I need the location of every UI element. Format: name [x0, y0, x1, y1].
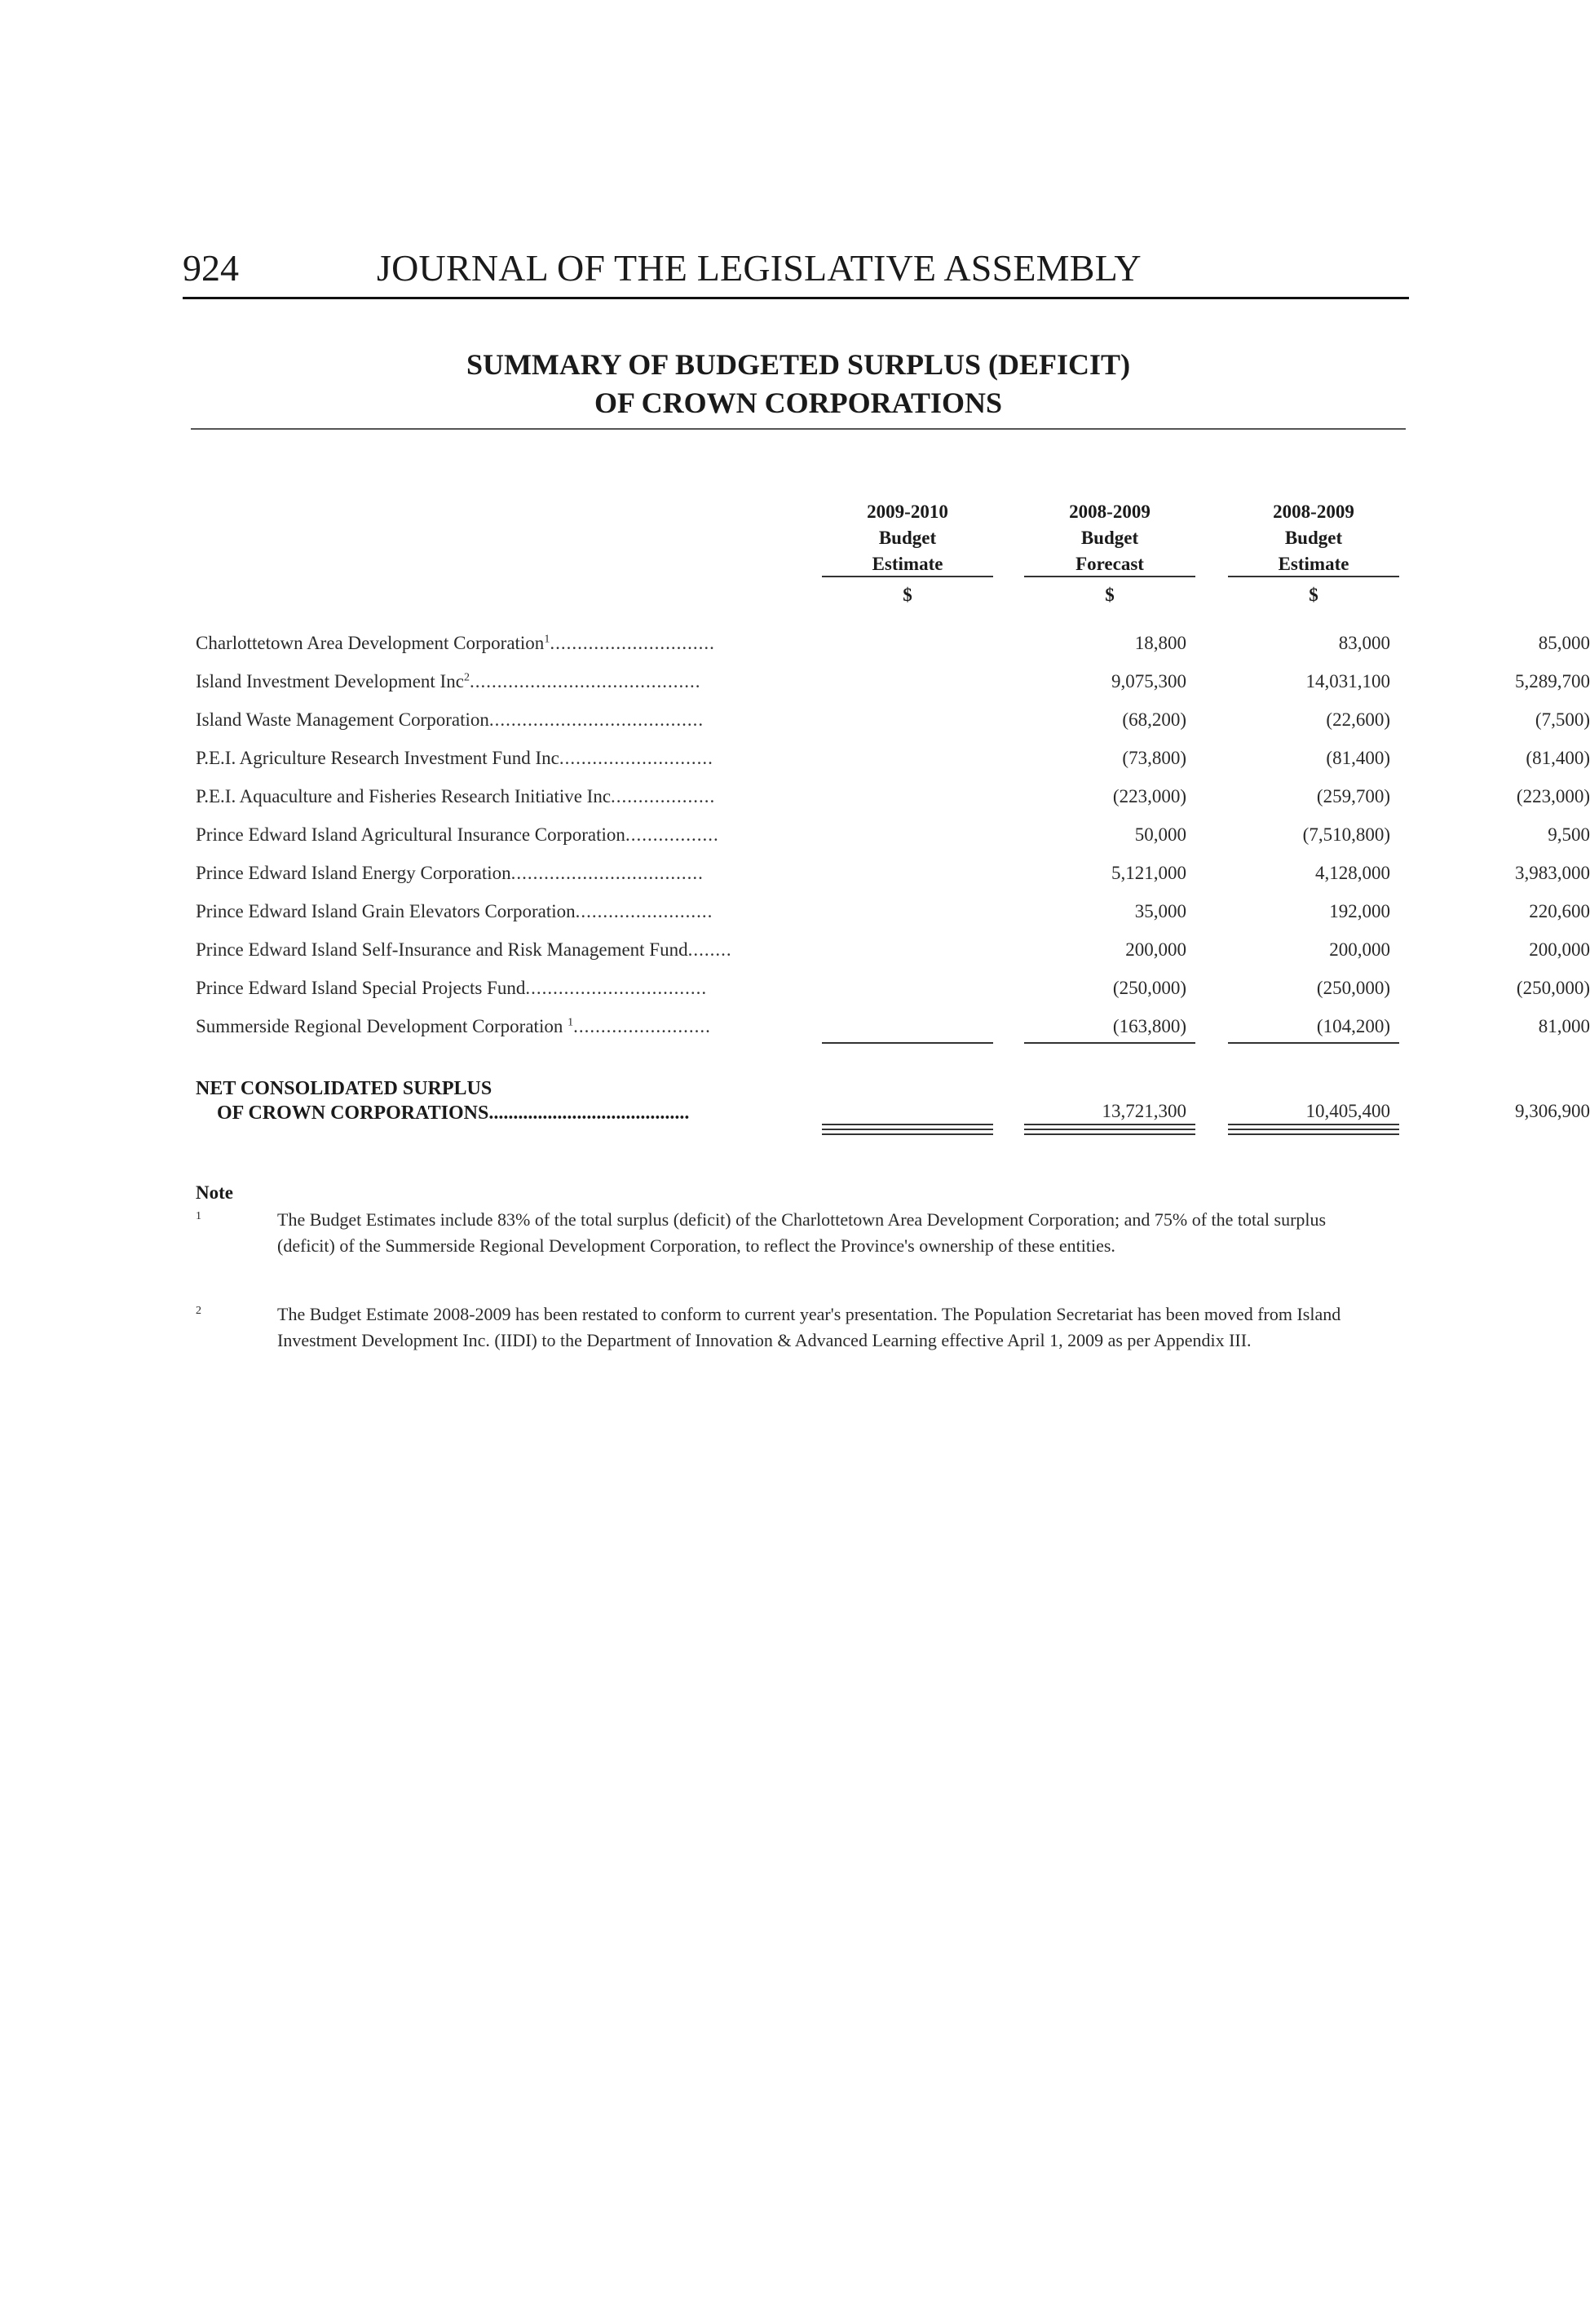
row-value-estimate: 3,983,000: [1515, 863, 1590, 883]
row-value-forecast: 4,128,000: [1315, 863, 1390, 883]
row-label: [196, 1016, 807, 1037]
column-header-unit: $: [1309, 585, 1318, 605]
section-title-line-2: OF CROWN CORPORATIONS: [594, 387, 1002, 419]
row-value-2009-2010: (250,000): [1112, 978, 1186, 998]
column-header-unit: $: [1105, 585, 1115, 605]
row-value-2009-2010: (68,200): [1122, 709, 1186, 730]
row-footnote-marker: 1: [544, 633, 550, 646]
row-label: [196, 748, 807, 769]
row-name: Prince Edward Island Energy Corporation: [196, 863, 511, 883]
subtotal-rule: [1024, 1042, 1195, 1044]
row-label: [196, 901, 807, 922]
row-value-estimate: 81,000: [1538, 1016, 1590, 1036]
row-value-2009-2010: (73,800): [1122, 748, 1186, 768]
total-label-line-1: NET CONSOLIDATED SURPLUS: [196, 1078, 492, 1099]
row-value-forecast: 200,000: [1329, 939, 1390, 960]
section-title-line-1: SUMMARY OF BUDGETED SURPLUS (DEFICIT): [466, 348, 1131, 381]
footnote-text: The Budget Estimate 2008-2009 has been restated to conform to current year's presentation. The Population Secretariat has been moved from Island Investment Development Inc. (IIDI) to the Department of Innovation & Advanced Learning effective April 1, 2009 as per Appendix III.: [277, 1304, 1341, 1350]
table-row: [196, 978, 1590, 1010]
total-single-rule: [1228, 1124, 1399, 1125]
row-name: Prince Edward Island Self-Insurance and Risk Management Fund: [196, 939, 688, 960]
row-leader-dots: .................................: [525, 978, 708, 998]
column-header-year: 2008-2009: [1069, 501, 1151, 522]
row-value-estimate: (81,400): [1526, 748, 1590, 768]
row-value-2009-2010: 50,000: [1134, 824, 1186, 845]
page-number: 924: [183, 247, 239, 289]
row-value-2009-2010: 5,121,000: [1111, 863, 1186, 883]
row-value-2009-2010: (223,000): [1112, 786, 1186, 806]
total-double-rule: [1228, 1129, 1399, 1135]
row-leader-dots: ........: [687, 939, 732, 960]
total-single-rule: [822, 1124, 993, 1125]
row-label: [196, 786, 807, 807]
column-header-kind: Estimate: [872, 554, 943, 574]
row-value-estimate: 200,000: [1529, 939, 1590, 960]
row-value-forecast: 14,031,100: [1305, 671, 1390, 691]
column-header-underline: [822, 576, 993, 577]
row-value-forecast: (22,600): [1326, 709, 1390, 730]
table-row: [196, 709, 1590, 742]
total-row: [196, 1101, 1590, 1133]
row-value-forecast: (259,700): [1316, 786, 1390, 806]
notes-heading: Note: [196, 1182, 233, 1203]
total-value-2009-2010: 13,721,300: [1102, 1101, 1186, 1121]
title-rule: [191, 428, 1406, 430]
column-header-underline: [1228, 576, 1399, 577]
column-header-year: 2008-2009: [1273, 501, 1354, 522]
table-row: [196, 824, 1590, 857]
row-leader-dots: .........................: [573, 1016, 711, 1036]
column-header-type: Budget: [1284, 528, 1343, 548]
row-name: Summerside Regional Development Corporation: [196, 1016, 568, 1036]
column-header-3: [1228, 499, 1399, 608]
subtotal-rule: [1228, 1042, 1399, 1044]
footnote-marker: 1: [196, 1210, 201, 1222]
row-leader-dots: .........................: [575, 901, 713, 921]
column-header-kind: Estimate: [1278, 554, 1349, 574]
row-leader-dots: ...................: [611, 786, 716, 806]
column-header-unit: $: [903, 585, 912, 605]
row-name: Prince Edward Island Special Projects Fund: [196, 978, 526, 998]
row-name: Island Investment Development Inc: [196, 671, 464, 691]
footnote-2: [196, 1301, 1370, 1391]
total-value-forecast: 10,405,400: [1305, 1101, 1390, 1121]
section-title: [191, 346, 1406, 422]
table-row: [196, 901, 1590, 934]
row-value-forecast: (81,400): [1326, 748, 1390, 768]
row-value-forecast: 192,000: [1329, 901, 1390, 921]
row-leader-dots: .......................................: [488, 709, 704, 730]
row-value-estimate: (250,000): [1516, 978, 1590, 998]
column-header-type: Budget: [878, 528, 937, 548]
row-value-2009-2010: 18,800: [1134, 633, 1186, 653]
row-value-forecast: (104,200): [1316, 1016, 1390, 1036]
row-value-estimate: (223,000): [1516, 786, 1590, 806]
subtotal-rule: [822, 1042, 993, 1044]
row-label: [196, 633, 807, 654]
footnote-1: [196, 1207, 1370, 1297]
column-header-year: 2009-2010: [867, 501, 948, 522]
total-leader-dots: .........................................: [488, 1102, 690, 1124]
row-name: Prince Edward Island Grain Elevators Corporation: [196, 901, 576, 921]
row-footnote-marker: 2: [463, 671, 470, 684]
footnote-marker: 2: [196, 1305, 201, 1317]
table-row: [196, 1016, 1590, 1049]
row-name: P.E.I. Aquaculture and Fisheries Research Initiative Inc: [196, 786, 612, 806]
row-label: [196, 709, 807, 731]
total-label-text: OF CROWN CORPORATIONS: [217, 1102, 489, 1124]
footnote-text: The Budget Estimates include 83% of the total surplus (deficit) of the Charlottetown Area Development Corporation; and 75% of the total surplus (deficit) of the Summerside Regional Development Corporation, to reflect the Province's ownership of these entities.: [277, 1209, 1327, 1256]
column-header-2: [1024, 499, 1195, 608]
row-value-estimate: (7,500): [1535, 709, 1590, 730]
row-name: Prince Edward Island Agricultural Insurance Corporation: [196, 824, 625, 845]
row-value-estimate: 85,000: [1538, 633, 1590, 653]
table-row: [196, 748, 1590, 780]
row-value-forecast: 83,000: [1338, 633, 1390, 653]
row-value-2009-2010: (163,800): [1112, 1016, 1186, 1036]
row-value-forecast: (250,000): [1316, 978, 1390, 998]
row-name: Charlottetown Area Development Corporation: [196, 633, 545, 653]
table-row: [196, 671, 1590, 704]
row-leader-dots: .................: [625, 824, 719, 845]
table-row: [196, 633, 1590, 665]
column-header-underline: [1024, 576, 1195, 577]
total-double-rule: [822, 1129, 993, 1135]
row-label: [196, 671, 807, 692]
row-value-estimate: 5,289,700: [1515, 671, 1590, 691]
row-label: [196, 863, 807, 884]
table-row: [196, 939, 1590, 972]
row-label: [196, 978, 807, 999]
row-value-forecast: (7,510,800): [1302, 824, 1390, 845]
table-row: [196, 786, 1590, 819]
row-footnote-marker: 1: [568, 1016, 574, 1029]
column-header-type: Budget: [1080, 528, 1139, 548]
column-header-1: [822, 499, 993, 608]
row-value-estimate: 9,500: [1548, 824, 1590, 845]
journal-title: JOURNAL OF THE LEGISLATIVE ASSEMBLY: [377, 247, 1142, 289]
row-leader-dots: ............................: [559, 748, 713, 768]
row-value-2009-2010: 200,000: [1125, 939, 1186, 960]
running-header: [183, 245, 1409, 299]
total-double-rule: [1024, 1129, 1195, 1135]
row-leader-dots: ...................................: [510, 863, 704, 883]
row-label: [196, 824, 807, 846]
row-label: [196, 939, 807, 961]
column-header-kind: Forecast: [1075, 554, 1144, 574]
table-row: [196, 863, 1590, 895]
row-leader-dots: ..........................................: [469, 671, 701, 691]
row-name: P.E.I. Agriculture Research Investment Fund Inc: [196, 748, 559, 768]
total-single-rule: [1024, 1124, 1195, 1125]
row-value-2009-2010: 9,075,300: [1111, 671, 1186, 691]
row-value-estimate: 220,600: [1529, 901, 1590, 921]
row-name: Island Waste Management Corporation: [196, 709, 489, 730]
total-value-estimate: 9,306,900: [1515, 1101, 1590, 1121]
row-leader-dots: ..............................: [550, 633, 715, 653]
row-value-2009-2010: 35,000: [1134, 901, 1186, 921]
